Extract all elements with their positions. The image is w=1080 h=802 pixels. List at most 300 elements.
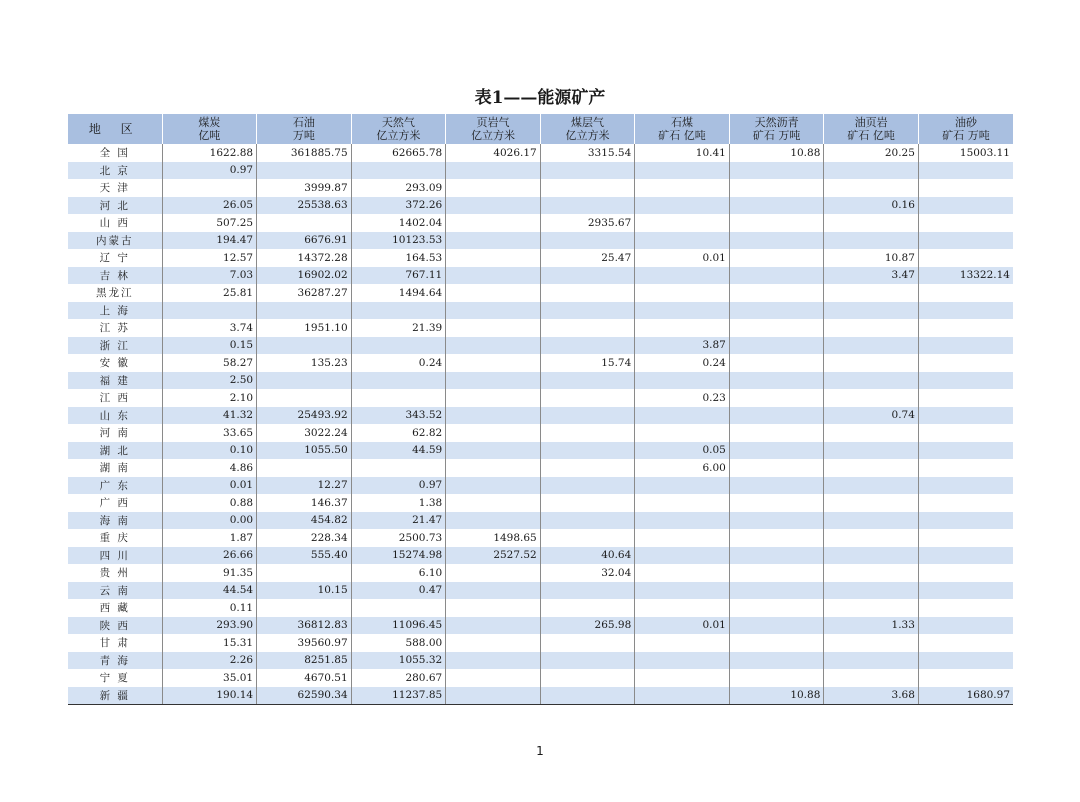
value-cell <box>918 354 1013 372</box>
value-cell <box>729 669 824 687</box>
value-cell <box>918 162 1013 180</box>
region-cell: 安 徽 <box>68 354 162 372</box>
table-row <box>68 424 1013 442</box>
header-line1: 地 区 <box>88 121 141 136</box>
value-cell <box>918 599 1013 617</box>
value-cell <box>540 267 635 285</box>
value-cell <box>540 232 635 250</box>
header-line1: 石油 <box>292 116 315 129</box>
value-cell: 12.27 <box>257 477 352 495</box>
value-cell <box>540 284 635 302</box>
value-cell: 343.52 <box>351 407 446 425</box>
table-row <box>68 319 1013 337</box>
value-cell <box>918 372 1013 390</box>
value-cell <box>729 354 824 372</box>
value-cell: 0.16 <box>824 197 919 215</box>
region-cell: 江 苏 <box>68 319 162 337</box>
value-cell <box>918 582 1013 600</box>
value-cell: 2935.67 <box>540 214 635 232</box>
value-cell: 25.47 <box>540 249 635 267</box>
value-cell <box>446 232 541 250</box>
header-line2: 矿石 万吨 <box>942 129 990 142</box>
region-header <box>68 114 162 144</box>
value-cell <box>824 424 919 442</box>
value-cell <box>918 669 1013 687</box>
table-row <box>68 302 1013 320</box>
value-cell <box>540 494 635 512</box>
value-cell <box>824 372 919 390</box>
region-cell: 辽 宁 <box>68 249 162 267</box>
value-cell <box>162 179 257 197</box>
value-cell <box>729 337 824 355</box>
value-cell <box>635 494 730 512</box>
value-cell: 135.23 <box>257 354 352 372</box>
region-cell: 贵 州 <box>68 564 162 582</box>
value-cell: 2.26 <box>162 652 257 670</box>
value-cell <box>824 319 919 337</box>
value-cell: 15.31 <box>162 634 257 652</box>
value-cell <box>729 319 824 337</box>
value-cell <box>824 389 919 407</box>
header-line1: 煤层气 <box>571 116 604 129</box>
header-line1: 页岩气 <box>476 116 510 129</box>
header-line2: 亿立方米 <box>470 129 515 142</box>
table-row <box>68 547 1013 565</box>
value-cell <box>918 302 1013 320</box>
table-row <box>68 599 1013 617</box>
value-cell: 20.25 <box>824 144 919 162</box>
value-cell <box>918 564 1013 582</box>
value-cell <box>540 372 635 390</box>
table-body <box>68 144 1013 705</box>
value-cell: 25.81 <box>162 284 257 302</box>
value-cell: 3.74 <box>162 319 257 337</box>
value-cell <box>257 564 352 582</box>
value-cell <box>729 529 824 547</box>
value-cell: 0.15 <box>162 337 257 355</box>
value-cell <box>257 389 352 407</box>
value-cell <box>824 337 919 355</box>
value-cell <box>918 319 1013 337</box>
value-cell <box>540 599 635 617</box>
value-cell <box>824 302 919 320</box>
value-cell: 16902.02 <box>257 267 352 285</box>
value-cell: 3.47 <box>824 267 919 285</box>
value-cell <box>446 249 541 267</box>
table-row <box>68 179 1013 197</box>
value-cell: 26.05 <box>162 197 257 215</box>
value-cell <box>729 372 824 390</box>
value-cell <box>824 459 919 477</box>
value-cell <box>918 389 1013 407</box>
value-cell <box>540 687 635 705</box>
value-cell <box>540 669 635 687</box>
value-cell <box>729 564 824 582</box>
value-cell: 44.54 <box>162 582 257 600</box>
table-row <box>68 214 1013 232</box>
value-cell <box>446 494 541 512</box>
value-cell <box>729 634 824 652</box>
region-cell: 四 川 <box>68 547 162 565</box>
value-cell <box>540 179 635 197</box>
value-cell: 293.90 <box>162 617 257 635</box>
value-cell <box>446 564 541 582</box>
value-cell: 2527.52 <box>446 547 541 565</box>
table-row <box>68 197 1013 215</box>
value-cell <box>257 372 352 390</box>
value-cell <box>351 372 446 390</box>
value-cell: 4026.17 <box>446 144 541 162</box>
region-cell: 山 东 <box>68 407 162 425</box>
value-cell <box>824 634 919 652</box>
coalbed-methane-header <box>540 114 635 144</box>
value-cell: 361885.75 <box>257 144 352 162</box>
value-cell <box>729 197 824 215</box>
region-cell: 全 国 <box>68 144 162 162</box>
value-cell <box>540 582 635 600</box>
value-cell: 1494.64 <box>351 284 446 302</box>
value-cell <box>635 232 730 250</box>
value-cell: 265.98 <box>540 617 635 635</box>
value-cell <box>540 197 635 215</box>
value-cell <box>635 477 730 495</box>
value-cell <box>635 634 730 652</box>
value-cell <box>824 582 919 600</box>
region-cell: 内蒙古 <box>68 232 162 250</box>
value-cell <box>446 442 541 460</box>
region-cell: 重 庆 <box>68 529 162 547</box>
value-cell: 1.33 <box>824 617 919 635</box>
value-cell: 12.57 <box>162 249 257 267</box>
oil-header <box>257 114 352 144</box>
value-cell <box>635 582 730 600</box>
value-cell <box>635 687 730 705</box>
value-cell: 1.87 <box>162 529 257 547</box>
energy-minerals-table <box>68 114 1013 705</box>
region-cell: 陕 西 <box>68 617 162 635</box>
value-cell <box>918 459 1013 477</box>
value-cell <box>351 337 446 355</box>
value-cell <box>635 179 730 197</box>
value-cell: 146.37 <box>257 494 352 512</box>
value-cell <box>635 424 730 442</box>
value-cell: 0.88 <box>162 494 257 512</box>
value-cell: 280.67 <box>351 669 446 687</box>
value-cell <box>635 669 730 687</box>
value-cell: 1.38 <box>351 494 446 512</box>
value-cell <box>824 232 919 250</box>
value-cell <box>918 179 1013 197</box>
value-cell: 0.01 <box>635 249 730 267</box>
region-cell: 新 疆 <box>68 687 162 705</box>
value-cell <box>824 564 919 582</box>
table-row <box>68 582 1013 600</box>
region-cell: 天 津 <box>68 179 162 197</box>
value-cell: 15003.11 <box>918 144 1013 162</box>
value-cell <box>446 687 541 705</box>
value-cell <box>540 477 635 495</box>
value-cell <box>540 407 635 425</box>
value-cell: 62665.78 <box>351 144 446 162</box>
value-cell <box>824 284 919 302</box>
value-cell: 15274.98 <box>351 547 446 565</box>
value-cell <box>824 477 919 495</box>
value-cell <box>540 337 635 355</box>
value-cell: 194.47 <box>162 232 257 250</box>
value-cell <box>918 442 1013 460</box>
value-cell <box>918 249 1013 267</box>
coal-header <box>162 114 257 144</box>
value-cell: 1951.10 <box>257 319 352 337</box>
value-cell: 10.88 <box>729 687 824 705</box>
value-cell: 7.03 <box>162 267 257 285</box>
value-cell <box>540 459 635 477</box>
value-cell <box>918 197 1013 215</box>
value-cell: 293.09 <box>351 179 446 197</box>
value-cell: 40.64 <box>540 547 635 565</box>
value-cell <box>729 302 824 320</box>
value-cell <box>446 302 541 320</box>
value-cell: 0.00 <box>162 512 257 530</box>
value-cell: 0.47 <box>351 582 446 600</box>
value-cell: 1680.97 <box>918 687 1013 705</box>
value-cell <box>918 512 1013 530</box>
value-cell <box>729 389 824 407</box>
value-cell <box>635 652 730 670</box>
table-row <box>68 249 1013 267</box>
value-cell: 3999.87 <box>257 179 352 197</box>
value-cell <box>729 582 824 600</box>
value-cell <box>824 529 919 547</box>
value-cell <box>824 179 919 197</box>
value-cell: 0.10 <box>162 442 257 460</box>
value-cell: 0.23 <box>635 389 730 407</box>
page-number: 1 <box>536 744 544 758</box>
value-cell: 454.82 <box>257 512 352 530</box>
value-cell: 1055.50 <box>257 442 352 460</box>
value-cell <box>824 669 919 687</box>
value-cell: 62590.34 <box>257 687 352 705</box>
value-cell: 0.11 <box>162 599 257 617</box>
value-cell <box>729 442 824 460</box>
shale-gas-header <box>446 114 541 144</box>
value-cell: 0.97 <box>351 477 446 495</box>
value-cell <box>824 442 919 460</box>
value-cell: 10.87 <box>824 249 919 267</box>
oil-shale-header <box>824 114 919 144</box>
value-cell <box>918 477 1013 495</box>
value-cell: 4670.51 <box>257 669 352 687</box>
value-cell <box>918 652 1013 670</box>
value-cell: 32.04 <box>540 564 635 582</box>
value-cell <box>446 582 541 600</box>
value-cell <box>729 652 824 670</box>
value-cell: 190.14 <box>162 687 257 705</box>
value-cell: 25493.92 <box>257 407 352 425</box>
value-cell <box>635 529 730 547</box>
value-cell: 3.87 <box>635 337 730 355</box>
value-cell <box>635 267 730 285</box>
value-cell: 0.24 <box>635 354 730 372</box>
stone-coal-header <box>635 114 730 144</box>
value-cell: 36812.83 <box>257 617 352 635</box>
value-cell <box>446 669 541 687</box>
table-row <box>68 354 1013 372</box>
value-cell: 13322.14 <box>918 267 1013 285</box>
value-cell <box>446 459 541 477</box>
value-cell <box>918 232 1013 250</box>
value-cell: 555.40 <box>257 547 352 565</box>
value-cell <box>540 319 635 337</box>
value-cell: 164.53 <box>351 249 446 267</box>
value-cell <box>540 424 635 442</box>
value-cell <box>918 547 1013 565</box>
value-cell: 1498.65 <box>446 529 541 547</box>
value-cell <box>446 284 541 302</box>
value-cell: 588.00 <box>351 634 446 652</box>
value-cell <box>540 302 635 320</box>
value-cell <box>824 214 919 232</box>
table-row <box>68 337 1013 355</box>
region-cell: 浙 江 <box>68 337 162 355</box>
value-cell <box>729 459 824 477</box>
value-cell <box>635 512 730 530</box>
value-cell <box>729 249 824 267</box>
value-cell <box>918 284 1013 302</box>
value-cell <box>540 634 635 652</box>
value-cell: 228.34 <box>257 529 352 547</box>
value-cell: 0.01 <box>635 617 730 635</box>
region-cell: 广 西 <box>68 494 162 512</box>
value-cell <box>446 477 541 495</box>
value-cell: 14372.28 <box>257 249 352 267</box>
value-cell <box>446 407 541 425</box>
header-line2: 亿吨 <box>198 129 221 142</box>
value-cell <box>446 512 541 530</box>
value-cell <box>162 302 257 320</box>
value-cell <box>635 372 730 390</box>
value-cell <box>446 617 541 635</box>
value-cell: 2.10 <box>162 389 257 407</box>
value-cell <box>446 179 541 197</box>
table-row <box>68 459 1013 477</box>
value-cell: 11096.45 <box>351 617 446 635</box>
value-cell: 44.59 <box>351 442 446 460</box>
value-cell <box>351 162 446 180</box>
region-cell: 北 京 <box>68 162 162 180</box>
value-cell <box>351 459 446 477</box>
value-cell <box>918 617 1013 635</box>
value-cell: 6.00 <box>635 459 730 477</box>
value-cell <box>824 599 919 617</box>
value-cell <box>824 354 919 372</box>
value-cell <box>918 529 1013 547</box>
value-cell <box>257 337 352 355</box>
table-row <box>68 477 1013 495</box>
region-cell: 海 南 <box>68 512 162 530</box>
value-cell <box>540 529 635 547</box>
value-cell <box>446 354 541 372</box>
oil-sand-header <box>918 114 1013 144</box>
value-cell: 10123.53 <box>351 232 446 250</box>
value-cell <box>446 652 541 670</box>
region-cell: 云 南 <box>68 582 162 600</box>
value-cell: 507.25 <box>162 214 257 232</box>
value-cell: 15.74 <box>540 354 635 372</box>
table-row <box>68 232 1013 250</box>
value-cell <box>540 162 635 180</box>
table-row <box>68 669 1013 687</box>
value-cell <box>635 162 730 180</box>
header-line2: 亿立方米 <box>376 129 421 142</box>
table-row <box>68 284 1013 302</box>
value-cell: 21.39 <box>351 319 446 337</box>
value-cell <box>446 424 541 442</box>
value-cell: 0.05 <box>635 442 730 460</box>
value-cell <box>635 564 730 582</box>
header-line2: 万吨 <box>292 129 315 142</box>
value-cell: 10.15 <box>257 582 352 600</box>
region-cell: 江 西 <box>68 389 162 407</box>
table-row <box>68 634 1013 652</box>
value-cell: 6676.91 <box>257 232 352 250</box>
value-cell <box>540 389 635 407</box>
value-cell <box>446 372 541 390</box>
table-row <box>68 389 1013 407</box>
value-cell <box>729 267 824 285</box>
value-cell <box>729 617 824 635</box>
header-line1: 煤炭 <box>198 116 221 129</box>
value-cell: 767.11 <box>351 267 446 285</box>
value-cell <box>918 407 1013 425</box>
table-row <box>68 144 1013 162</box>
region-cell: 山 西 <box>68 214 162 232</box>
value-cell: 8251.85 <box>257 652 352 670</box>
table-row <box>68 617 1013 635</box>
value-cell <box>729 494 824 512</box>
region-cell: 广 东 <box>68 477 162 495</box>
value-cell <box>729 547 824 565</box>
value-cell <box>729 424 824 442</box>
value-cell <box>257 302 352 320</box>
region-cell: 湖 北 <box>68 442 162 460</box>
natural-gas-header <box>351 114 446 144</box>
value-cell <box>729 477 824 495</box>
header-line2: 亿立方米 <box>565 129 610 142</box>
region-cell: 青 海 <box>68 652 162 670</box>
value-cell: 39560.97 <box>257 634 352 652</box>
value-cell <box>918 214 1013 232</box>
value-cell <box>918 634 1013 652</box>
value-cell: 0.74 <box>824 407 919 425</box>
value-cell: 2.50 <box>162 372 257 390</box>
value-cell <box>824 494 919 512</box>
value-cell <box>540 442 635 460</box>
value-cell: 11237.85 <box>351 687 446 705</box>
value-cell: 41.32 <box>162 407 257 425</box>
value-cell <box>729 284 824 302</box>
value-cell <box>446 214 541 232</box>
value-cell: 10.41 <box>635 144 730 162</box>
value-cell: 0.24 <box>351 354 446 372</box>
value-cell: 91.35 <box>162 564 257 582</box>
header-line1: 天然沥青 <box>754 116 799 129</box>
table-row <box>68 494 1013 512</box>
region-cell: 黑龙江 <box>68 284 162 302</box>
table-row <box>68 687 1013 705</box>
value-cell: 21.47 <box>351 512 446 530</box>
value-cell <box>635 547 730 565</box>
